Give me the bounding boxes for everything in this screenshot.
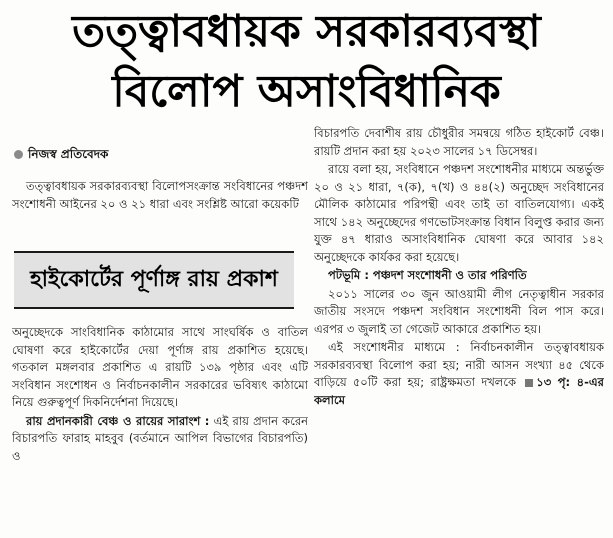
section-lead-summary: রায় প্রদানকারী বেঞ্চ ও রায়ের সারাংশ :: [26, 413, 210, 428]
jump-text: ১৩ পৃ: ৪-এর কলামে: [314, 375, 604, 407]
body-paragraph-right-4: [314, 339, 604, 409]
left-column-intro: [12, 178, 308, 236]
body-paragraph-right-2: রায়ে বলা হয়, সংবিধানে পঞ্চদশ সংশোধনীর মাধ্যমে অন্তর্ভুক্ত ২০ ও ২১ ধারা, ৭(ক), ৭(খ) ও ৪৪(২) অনুচ্ছেদ সংবিধানের মৌলিক কাঠামোর পরিপন্থী এবং তাই তা বাতিলযোগ্য। একই সাথে ১৪২ অনুচ্ছেদের গণভোটসংক্রান্ত বিধান বিলুপ্ত করার জন্য যুক্ত ৪৭ ধারাও অসাংবিধানিক ঘোষণা করে আবার ১৪২ অনুচ্ছেদকে কার্যকর করা হয়েছে।: [314, 162, 604, 264]
subheadline-banner: হাইকোর্টের পূর্ণাঙ্গ রায় প্রকাশ: [14, 251, 294, 309]
intro-paragraph: তত্ত্বাবধায়ক সরকারব্যবস্থা বিলোপসংক্রান্ত সংবিধানের পঞ্চদশ সংশোধনী আইনের ২০ ও ২১ ধারা এবং সংশ্লিষ্ট আরো কয়েকটি: [12, 179, 308, 211]
bullet-dot-icon: [14, 150, 23, 159]
headline-line-1: তত্ত্বাবধায়ক সরকারব্যবস্থা: [72, 6, 541, 57]
body-paragraph-right-3: ২০১১ সালের ৩০ জুন আওয়ামী লীগ নেতৃত্বাধীন সরকার জাতীয় সংসদে পঞ্চদশ সংবিধান সংশোধনী বিল পাস করে। এরপর ৩ জুলাই তা গেজেট আকারে প্রকাশিত হয়।: [314, 286, 604, 336]
body-paragraph-left-2: [12, 413, 308, 466]
body-paragraph-right-1: বিচারপতি দেবাশীষ রায় চৌধুরীর সমন্বয়ে গঠিত হাইকোর্ট বেঞ্চ। রায়টি প্রদান করা হয় ২০২৩ সালের ১৭ ডিসেম্বর।: [314, 126, 604, 158]
body-paragraph-right-4-text: এই সংশোধনীর মাধ্যমে : নির্বাচনকালীন তত্ত্বাবধায়ক সরকারব্যবস্থা বিলোপ করা হয়; নারী আসন সংখ্যা ৪৫ থেকে বাড়িয়ে ৫০টি করা হয়; রাষ্ট্রক্ষমতা দখলকে: [314, 340, 604, 389]
jump-square-icon: [525, 379, 533, 387]
right-column-body: [314, 125, 604, 538]
byline-text: নিজস্ব প্রতিবেদক: [28, 147, 109, 161]
headline-line-2: বিলোপ অসাংবিধানিক: [112, 66, 501, 117]
body-paragraph-left-1: অনুচ্ছেদকে সাংবিধানিক কাঠামোর সাথে সাংঘর্ষিক ও বাতিল ঘোষণা করে হাইকোর্টের দেয়া পূর্ণাঙ্গ রায় প্রকাশিত হয়েছে। গতকাল মঙ্গলবার প্রকাশিত এ রায়টি ১৩৯ পৃষ্ঠার এবং এটি সংবিধান সংশোধন ও নির্বাচনকালীন সরকারের ভবিষ্যৎ কাঠামো নিয়ে গুরুত্বপূর্ণ দিকনির্দেশনা দিয়েছে।: [12, 325, 308, 409]
section-subhead-background: পটভূমি : পঞ্চদশ সংশোধনী ও তার পরিণতি: [328, 268, 527, 282]
byline: [14, 146, 304, 166]
left-column-body: [12, 324, 308, 538]
section-text-summary: এই রায় প্রদান করেন বিচারপতি ফারাহ মাহবুব (বর্তমানে আপিল বিভাগের বিচারপতি) ও: [12, 413, 308, 463]
